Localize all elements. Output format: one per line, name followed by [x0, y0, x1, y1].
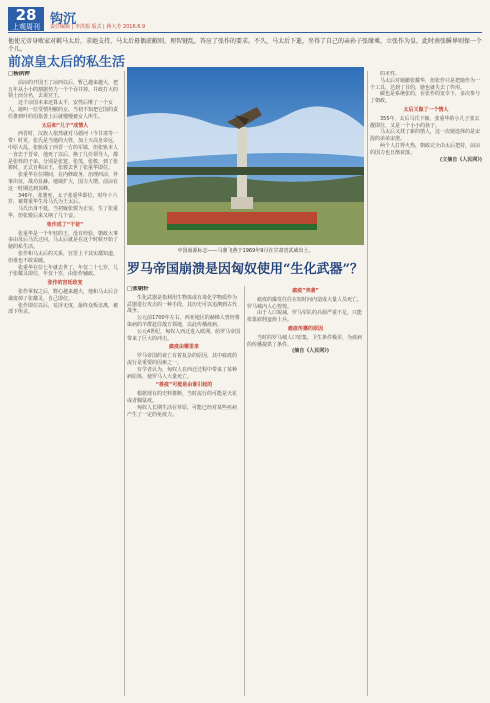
article2-source: (摘自《人民网》)	[291, 348, 330, 355]
paragraph: 马太后对她撤张耀华，但张作只是把她作为一个工具，达到了目的，她也就失去了作用。	[370, 77, 481, 91]
column-divider	[367, 71, 368, 696]
paragraph: 西晋时，汉族人依然就对马德河（今甘肃等一带）时更，张氏是当地的大姓，加上天高皇帝远，中原大乱。张轨成了西晋一方的军镇，但张轨本人一直忠于晋帝，他死了以后，换了几任领导人，都是张姓的子弟。分别是张寔，张茂，张骏，到了张骏时，正式自称凉王，张骏去世了张重华即位。	[8, 131, 119, 172]
paragraph: 匈奴人长期生活在草原，可能已经对某些疾病产生了一定的免疫力。	[127, 404, 238, 418]
subheading: “兽疫”可能是由谁引起的	[155, 382, 213, 389]
paragraph: 前凉的开国王了凉西以后，暂己越来越大，把五年从小小的割据势力一个个吞并掉。并政打大的领土而分名，去说宫王。	[8, 79, 119, 100]
monument-illustration	[127, 67, 364, 245]
section-name: 上观周刊	[12, 23, 40, 31]
paragraph: 355年，太后马氏下嫁，张重华的小儿子张玄靓即位，又是一个小小的孩子。	[370, 115, 480, 129]
article2-column-left	[127, 286, 241, 696]
paragraph: 公元4世纪，匈奴人西迁进入欧洲，给罗马帝国带来了巨大的冲击。	[127, 328, 241, 342]
header-divider	[8, 32, 482, 33]
column-divider	[124, 71, 125, 696]
paragraph: 马太后又找了新的情人，这一次她选择的是宋混的弟弟宋澄。	[370, 129, 481, 143]
paragraph: 张作和马太后的关系，宫里上下其实都知道，但谁也不敢说破。	[8, 250, 119, 264]
paragraph: 马氏出身不低，当初嫁张骏为正室，生了张重华，但张骏后来又纳了几个妾。	[8, 206, 119, 219]
article1-column	[8, 71, 122, 696]
subheading: 太后又做了一个情人	[403, 106, 449, 113]
column-title: 钩沉	[50, 12, 77, 27]
paragraph: 张重华是一个年轻的王，没有经验，朝政大事多由母后马氏过问，马太后就是在这个时候开始了她的私生活。	[8, 230, 119, 251]
page-header	[8, 7, 482, 31]
paragraph: 有学者认为，匈奴人在西迁过程中带来了某种病原体，使罗马人大量死亡。	[127, 366, 238, 380]
paragraph: 的本性。	[380, 71, 401, 77]
subheading: 张作的宫廷政变	[47, 280, 83, 287]
paragraph: 碳也是系统张的，在张作的宠幸下，多次参与了朝政。	[370, 91, 481, 105]
article2-title: 罗马帝国崩溃是因匈奴使用“生化武器”？	[127, 262, 363, 277]
paragraph: 由于人口锐减，罗马军队的兵源严重不足，只能依靠雇佣蛮族士兵。	[247, 310, 363, 324]
lead-paragraph: 他使元帝身败家对羁马太后，求她支持，马太后毋偶虚敝则，理智键乱，答应了张作的要求。不久，马太后下逝，坐得了自己的亲孙子张缘乘，立张作为皇，此时南张瞬界则保一个个儿。	[8, 38, 483, 53]
subheading: 太后和“儿子”成情人	[41, 122, 89, 129]
paragraph: 当时的罗马城人口密集，卫生条件极差，为疫病的传播提供了条件。	[247, 334, 363, 348]
paragraph: 瘟疫的爆发往往在短时间内造成大量人员死亡，罗马城内人心惶惶。	[247, 296, 363, 310]
editor-meta: 责任编辑 | 李洪根 版式 | 蒋大芳 2016.6.9	[50, 24, 146, 30]
paragraph: 两个人打得火热，朝政完全由太后把持，前凉的国力也日渐衰落。	[370, 142, 481, 156]
page-number: 28	[15, 6, 37, 24]
article1-source: (文摘自《人民网》)	[439, 156, 482, 163]
paragraph: 张重华在位七年就去世了，年仅二十七岁，儿子张耀灵即位，年仅十岁，由张作辅政。	[8, 264, 119, 278]
column-divider	[244, 286, 245, 696]
subheading: 瘟疫由哪里来	[168, 344, 199, 351]
paragraph: 根据现有的史料推断，当时流行的可能是天花或者腺鼠疫。	[127, 391, 238, 404]
paragraph: 这个凉国本来还算太平，安然后继了一个女人，她叫一位受情坦敝的女，当初不知把它国的责任推到叶的伯指善上后就慢慢被女人所生。	[8, 100, 119, 120]
paragraph: 罗马帝国的衰亡有着复杂的原因，其中瘟疫的流行是重要的因素之一。	[127, 353, 238, 366]
subheading: 瘟疫传播的原因	[287, 325, 323, 332]
paragraph: 公元前1700年左右，西亚地区的赫梯人曾经将染病的羊群赶往敌方领地，以此传播疫病。	[127, 315, 240, 328]
article-title: 前凉皇太后的私生活	[8, 55, 126, 70]
paragraph: 生化武器是指利用生物体或有毒化学物质作为武器进行攻击的一种手段，其历史可以追溯到古代战争。	[127, 294, 238, 315]
page-number-badge	[8, 7, 44, 31]
article2-byline: □张朝轩	[127, 286, 149, 292]
paragraph: 张作即位以后，荒淫无度，最终众叛亲离，被部下所杀。	[8, 302, 119, 316]
photo-caption: 中国商源标志——马鼎飞燕于1969年9月在甘肃省武威出土。	[177, 248, 314, 254]
subheading: 瘟疫“突袭”	[292, 288, 319, 294]
article2-column-right	[247, 286, 364, 696]
paragraph: 张作掌权之后，野心越来越大，他和马太后合谋废掉了张耀灵，自己即位。	[8, 288, 119, 302]
paragraph: 346年，张骏死，太子张重华即位，时年十六岁，被尊重华生母马氏为王太后。	[8, 192, 118, 206]
monument-photo	[127, 67, 364, 245]
article1-continued-column	[370, 71, 482, 696]
subheading: 张作成了“干爸”	[46, 221, 84, 228]
article1-byline: □杨夙钟	[8, 71, 30, 77]
paragraph: 张重华在位期间，在内修政务，治理西凉，外事出征，战功显赫。地域扩大，国力大增。前凉在这一时期达到顶峰。	[8, 172, 119, 192]
